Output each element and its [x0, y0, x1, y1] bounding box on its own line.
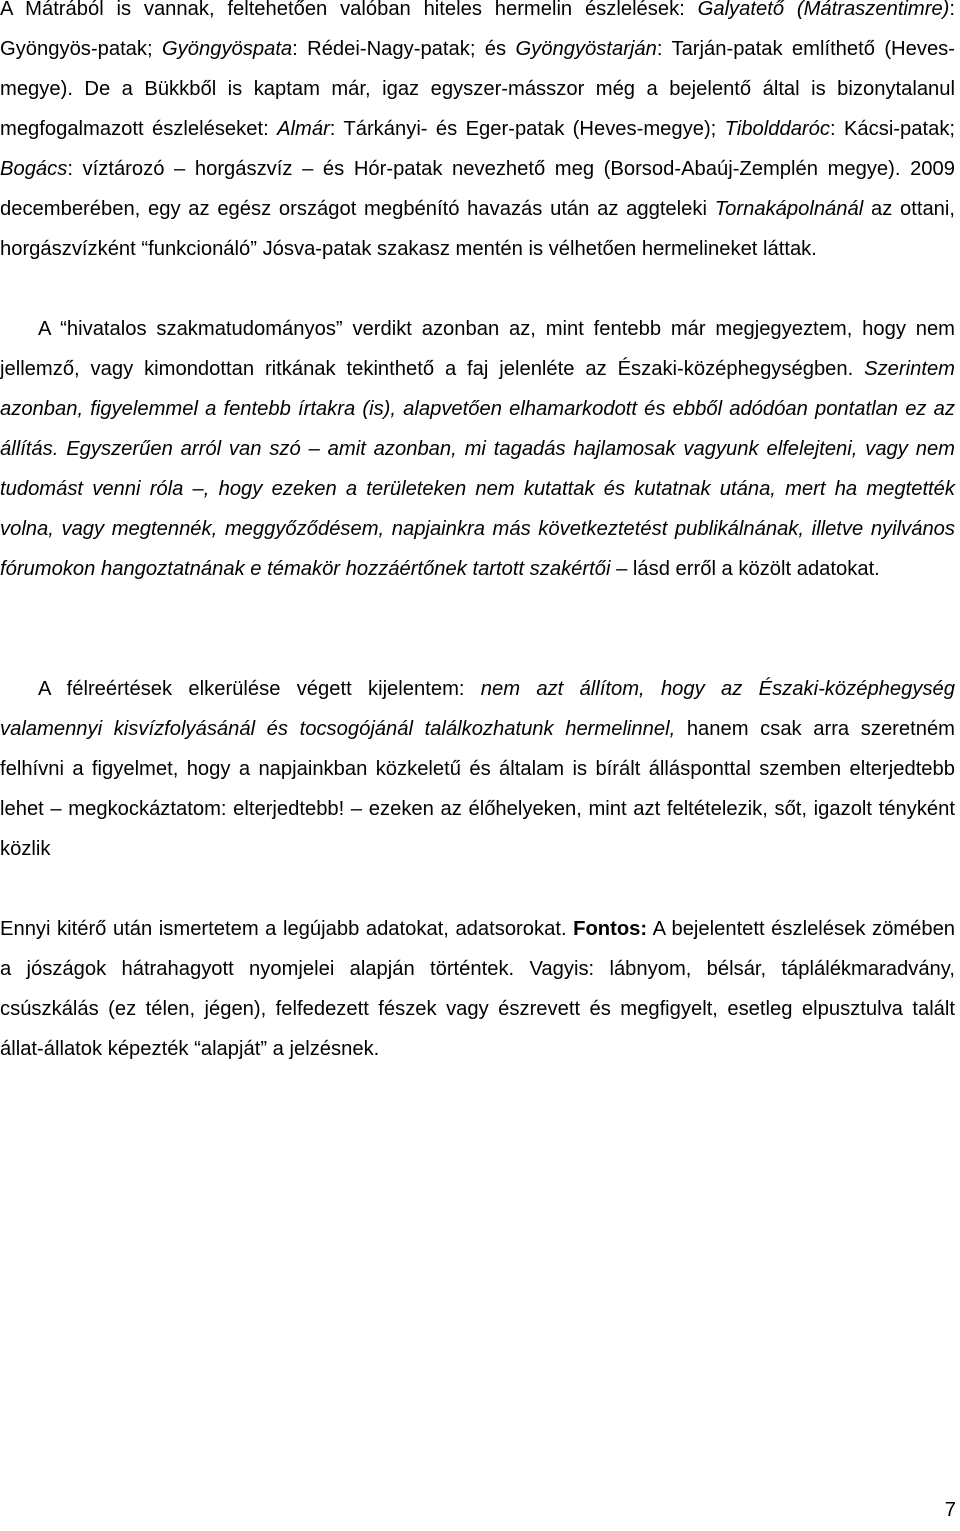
- place-name: Gyöngyöspata: [161, 38, 293, 60]
- text-span: Ennyi kitérő után ismertetem a legújabb adatokat, adatsorokat.: [0, 918, 567, 940]
- paragraph-1: [0, 0, 955, 269]
- paragraph-4: [0, 909, 955, 1069]
- text-span: – lásd erről a közölt adatokat.: [616, 558, 880, 580]
- place-name: Galyatető (Mátraszentimre): [697, 0, 950, 20]
- text-span: A bejelentett észlelések zömében a jószágok hátrahagyott nyomjelei alapján történtek. Vagyis: lábnyom, bélsár, táplálékmaradvány, csúszkálás (ez télen, jégen), felfedezett fészek vagy észrevett és megfigyelt, esetleg elpusztulva talált állat-állatok képezték “alapját” a jelzésnek.: [0, 918, 956, 1060]
- emphasis-text: nem azt állítom, hogy az Északi-középhegység valamennyi kisvízfolyásánál és tocsogójánál találkozhatunk hermelinnel,: [0, 678, 955, 740]
- paragraph-2: [0, 309, 955, 589]
- text-span: A félreértések elkerülése végett kijelentem:: [38, 678, 465, 700]
- paragraph-3: [0, 669, 955, 869]
- text-span: hanem csak arra szeretném felhívni a figyelmet, hogy a napjainkban közkeletű és általam is bírált állásponttal szemben elterjedtebb lehet – megkockáztatom: elterjedtebb! – ezeken az élőhelyeken, mint azt feltételezik, sőt, igazolt tényként közlik: [0, 718, 955, 860]
- text-span: A Mátrából is vannak, feltehetően valóban hiteles hermelin észlelések:: [0, 0, 685, 20]
- text-span: A “hivatalos szakmatudományos” verdikt azonban az, mint fentebb már megjegyeztem, hogy nem jellemző, vagy kimondottan ritkának tekinthető a faj jelenléte az Északi-középhegységben.: [0, 318, 955, 380]
- place-name: Tibolddaróc: [724, 118, 830, 140]
- place-name: Bogács: [0, 158, 68, 180]
- place-name: Gyöngyöstarján: [515, 38, 657, 60]
- text-span: : Tárkányi- és Eger-patak (Heves-megye);: [329, 118, 717, 140]
- text-span: : Kácsi-patak;: [829, 118, 956, 140]
- text-span: az ottani, horgászvízként “funkcionáló” Jósva-patak szakasz mentén is vélhetően hermelineket láttak.: [0, 198, 956, 260]
- place-name: Tornakápolnánál: [714, 198, 864, 220]
- emphasis-text: Szerintem azonban, figyelemmel a fentebb írtakra (is), alapvetően elhamarkodott és ebből adódóan pontatlan ez az állítás. Egyszerűen arról van szó – amit azonban, mi tagadás hajlamosak vagyunk elfelejteni, vagy nem tudomást venni róla –, hogy ezeken a területeken nem kutattak és kutatnak utána, mert ha megtették volna, vagy megtennék, meggyőződésem, napjainkra más következtetést publikálnának, illetve nyilvános fórumokon hangoztatnának e témakör hozzáértőnek tartott szakértői: [0, 358, 955, 580]
- text-span: : Tarján-patak említhető (Heves-megye). De a Bükkből is kaptam már, igaz egyszer-másszor még a bejelentő által is bizonytalanul megfogalmazott észleléseket:: [0, 38, 955, 140]
- place-name: Almár: [277, 118, 330, 140]
- bold-label: Fontos:: [573, 918, 648, 940]
- page-number: 7: [944, 1499, 956, 1521]
- text-span: : Gyöngyös-patak;: [0, 0, 956, 60]
- text-span: : víztározó – horgászvíz – és Hór-patak nevezhető meg (Borsod-Abaúj-Zemplén megye). 2009 decemberében, egy az egész országot megbénító havazás után az aggteleki: [0, 158, 955, 220]
- text-span: : Rédei-Nagy-patak; és: [292, 38, 507, 60]
